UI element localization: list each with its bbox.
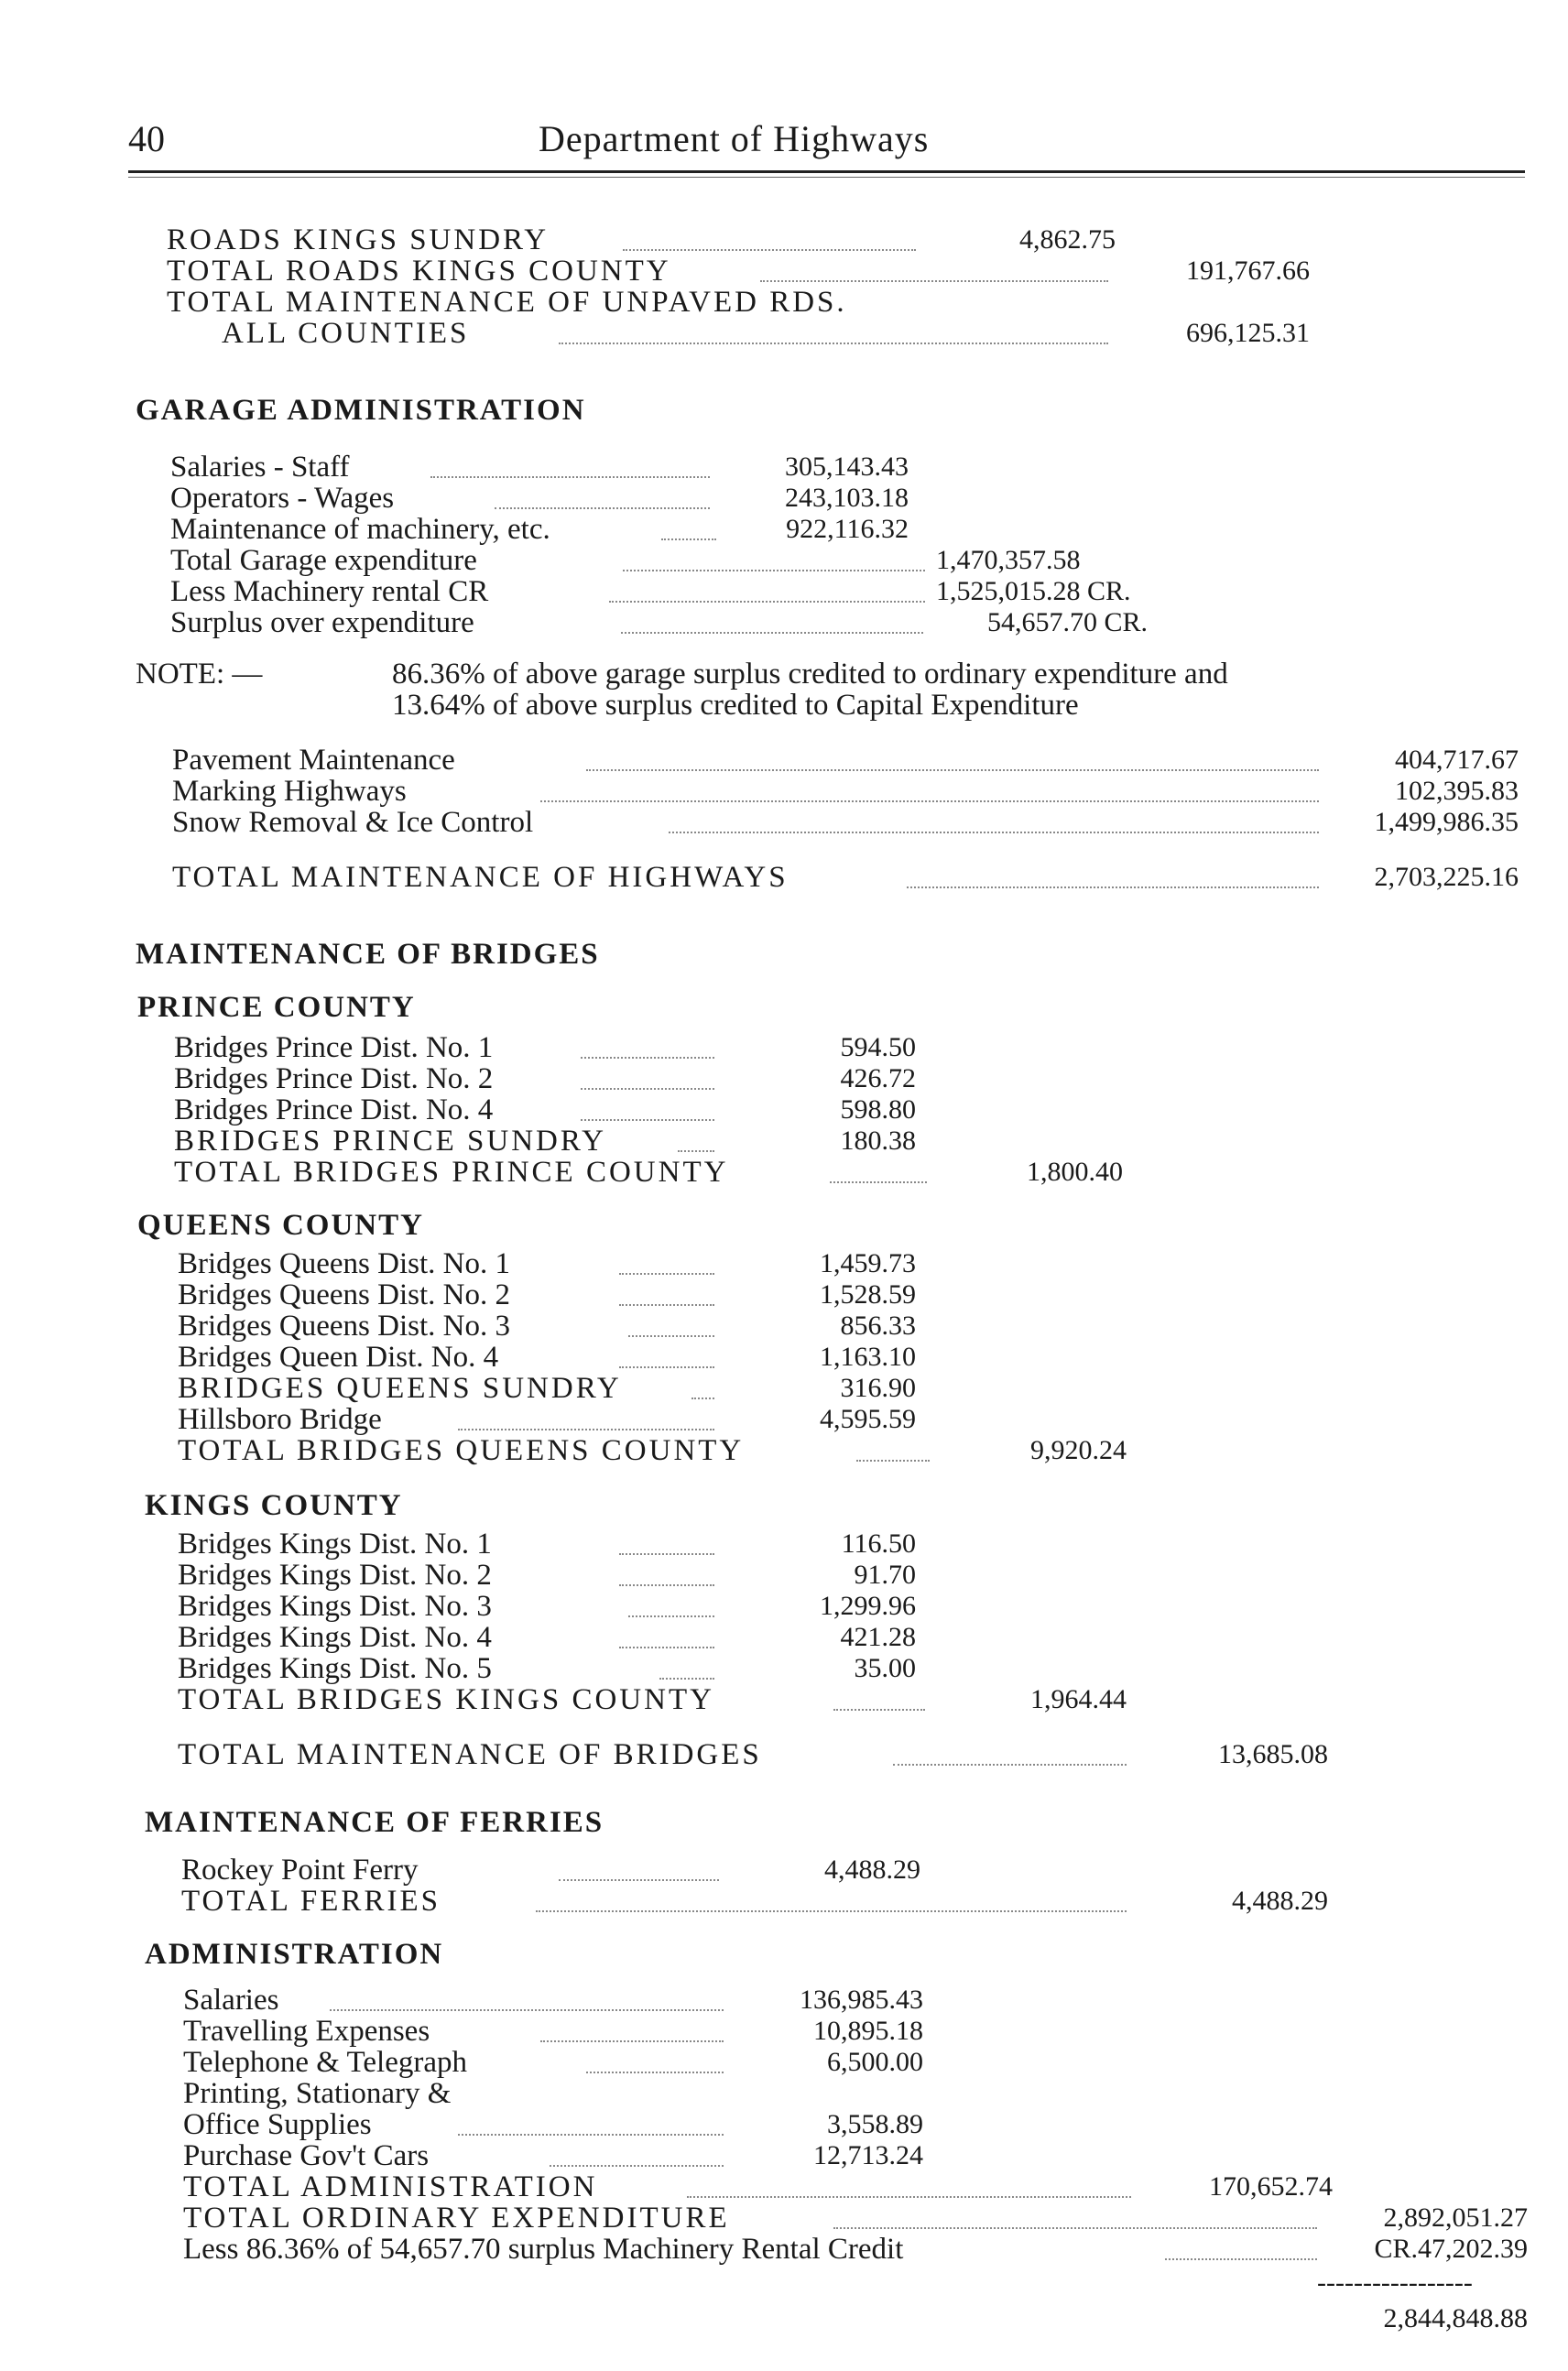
leader: [856, 1460, 930, 1462]
snow-value: 1,499,986.35: [1374, 807, 1519, 837]
admin-cars-label: Purchase Gov't Cars: [183, 2139, 430, 2172]
note-line-1: 86.36% of above garage surplus credited to ordinary expenditure and: [392, 658, 1228, 691]
prince-d2-label: Bridges Prince Dist. No. 2: [174, 1062, 494, 1095]
prince-d1-value: 594.50: [840, 1032, 916, 1062]
leader: [659, 1678, 714, 1680]
admin-telephone-value: 6,500.00: [827, 2047, 923, 2077]
leader: [833, 2227, 1317, 2229]
prince-sundry-value: 180.38: [840, 1126, 916, 1156]
prince-total-label: TOTAL BRIDGES PRINCE COUNTY: [174, 1156, 729, 1189]
queens-d2-label: Bridges Queens Dist. No. 2: [178, 1278, 510, 1311]
leader: [581, 1057, 714, 1059]
leader: [1165, 2258, 1317, 2260]
admin-travel-label: Travelling Expenses: [183, 2015, 430, 2048]
garage-salaries-value: 305,143.43: [785, 451, 909, 482]
queens-d2-value: 1,528.59: [820, 1279, 916, 1310]
roads-kings-sundry-label: ROADS KINGS SUNDRY: [167, 223, 550, 256]
admin-travel-value: 10,895.18: [813, 2016, 923, 2046]
garage-maint-value: 922,116.32: [786, 514, 909, 544]
leader: [628, 1335, 714, 1337]
leader: [669, 832, 1319, 833]
kings-d3-value: 1,299.96: [820, 1591, 916, 1621]
admin-cars-value: 12,713.24: [813, 2140, 923, 2170]
prince-d1-label: Bridges Prince Dist. No. 1: [174, 1031, 494, 1064]
queens-sundry-label: BRIDGES QUEENS SUNDRY: [178, 1372, 622, 1405]
prince-sundry-label: BRIDGES PRINCE SUNDRY: [174, 1125, 606, 1158]
kings-total-label: TOTAL BRIDGES KINGS COUNTY: [178, 1683, 714, 1716]
leader: [628, 1615, 714, 1617]
leader: [907, 886, 1319, 888]
garage-operators-label: Operators - Wages: [170, 482, 395, 515]
header-rule: [128, 170, 1525, 173]
garage-heading: GARAGE ADMINISTRATION: [136, 394, 586, 427]
leader: [581, 1119, 714, 1121]
leader: [687, 2196, 1131, 2198]
total-unpaved-value: 696,125.31: [1186, 318, 1310, 348]
leader: [458, 2134, 724, 2136]
leader: [581, 1088, 714, 1090]
garage-operators-value: 243,103.18: [785, 483, 909, 513]
leader: [559, 343, 1108, 344]
leader: [550, 2165, 724, 2167]
kings-heading: KINGS COUNTY: [145, 1489, 403, 1522]
kings-d4-label: Bridges Kings Dist. No. 4: [178, 1621, 492, 1654]
total-ferries-label: TOTAL FERRIES: [181, 1885, 441, 1918]
ferries-heading: MAINTENANCE OF FERRIES: [145, 1806, 604, 1839]
prince-heading: PRINCE COUNTY: [137, 991, 416, 1024]
leader: [623, 249, 916, 251]
pavement-value: 404,717.67: [1395, 745, 1519, 775]
queens-d4-value: 1,163.10: [820, 1342, 916, 1372]
leader: [619, 1273, 714, 1275]
leader: [609, 601, 925, 603]
page-number: 40: [128, 118, 165, 159]
leader: [661, 538, 716, 540]
kings-d2-label: Bridges Kings Dist. No. 2: [178, 1559, 492, 1592]
rockey-ferry-label: Rockey Point Ferry: [181, 1854, 419, 1887]
leader: [619, 1553, 714, 1555]
total-highways-value: 2,703,225.16: [1374, 862, 1519, 892]
rockey-ferry-value: 4,488.29: [824, 1854, 920, 1885]
note-label: NOTE: —: [136, 658, 263, 691]
leader: [623, 570, 925, 571]
leader: [760, 280, 1108, 282]
leader: [833, 1709, 925, 1711]
note-line-2: 13.64% of above surplus credited to Capital Expenditure: [392, 689, 1079, 722]
leader: [536, 1910, 1127, 1912]
prince-d4-value: 598.80: [840, 1094, 916, 1125]
roads-kings-sundry-value: 4,862.75: [1019, 224, 1116, 255]
leader: [430, 476, 710, 478]
queens-d3-label: Bridges Queens Dist. No. 3: [178, 1310, 510, 1343]
kings-d5-value: 35.00: [854, 1653, 916, 1683]
leader: [458, 1429, 714, 1430]
kings-d1-label: Bridges Kings Dist. No. 1: [178, 1528, 492, 1561]
admin-printing-value: 3,558.89: [827, 2109, 923, 2139]
leader: [678, 1150, 714, 1152]
leader: [893, 1764, 1127, 1766]
garage-salaries-label: Salaries - Staff: [170, 451, 350, 484]
snow-label: Snow Removal & Ice Control: [172, 806, 534, 839]
total-ordinary-value: 2,892,051.27: [1383, 2202, 1528, 2233]
net-total-value: 2,844,848.88: [1383, 2303, 1528, 2333]
admin-salaries-label: Salaries: [183, 1984, 279, 2017]
total-unpaved-label-2: ALL COUNTIES: [222, 317, 470, 350]
bridges-heading: MAINTENANCE OF BRIDGES: [136, 938, 600, 971]
garage-surplus-label: Surplus over expenditure: [170, 606, 474, 639]
leader: [586, 2072, 724, 2073]
prince-d4-label: Bridges Prince Dist. No. 4: [174, 1093, 494, 1126]
queens-heading: QUEENS COUNTY: [137, 1209, 424, 1242]
queens-total-label: TOTAL BRIDGES QUEENS COUNTY: [178, 1434, 745, 1467]
total-ordinary-label: TOTAL ORDINARY EXPENDITURE: [183, 2202, 730, 2235]
administration-heading: ADMINISTRATION: [145, 1938, 444, 1971]
kings-d1-value: 116.50: [841, 1528, 916, 1559]
total-bridges-value: 13,685.08: [1218, 1739, 1328, 1769]
garage-maint-label: Maintenance of machinery, etc.: [170, 513, 550, 546]
leader: [830, 1181, 927, 1183]
garage-less-value: 1,525,015.28 CR.: [936, 576, 1131, 606]
less-surplus-label: Less 86.36% of 54,657.70 surplus Machinery Rental Credit: [183, 2233, 904, 2266]
prince-d2-value: 426.72: [840, 1063, 916, 1093]
leader: [540, 800, 1319, 802]
kings-total-value: 1,964.44: [1030, 1684, 1127, 1714]
queens-total-value: 9,920.24: [1030, 1435, 1127, 1465]
total-unpaved-label-1: TOTAL MAINTENANCE OF UNPAVED RDS.: [167, 286, 847, 319]
leader: [559, 1879, 719, 1881]
admin-printing-label-2: Office Supplies: [183, 2108, 372, 2141]
total-rule: -----------------: [1317, 2268, 1473, 2298]
leader: [540, 2040, 724, 2042]
leader: [586, 769, 1319, 771]
garage-total-value: 1,470,357.58: [936, 545, 1081, 575]
queens-d1-value: 1,459.73: [820, 1248, 916, 1278]
total-admin-label: TOTAL ADMINISTRATION: [183, 2170, 598, 2203]
hillsboro-label: Hillsboro Bridge: [178, 1403, 382, 1436]
total-bridges-label: TOTAL MAINTENANCE OF BRIDGES: [178, 1738, 762, 1771]
page-title: Department of Highways: [539, 118, 930, 159]
total-ferries-value: 4,488.29: [1232, 1886, 1328, 1916]
less-surplus-value: CR.47,202.39: [1374, 2234, 1528, 2264]
admin-salaries-value: 136,985.43: [800, 1985, 923, 2015]
leader: [619, 1366, 714, 1368]
queens-d3-value: 856.33: [840, 1311, 916, 1341]
queens-sundry-value: 316.90: [840, 1373, 916, 1403]
admin-telephone-label: Telephone & Telegraph: [183, 2046, 467, 2079]
marking-label: Marking Highways: [172, 775, 407, 808]
queens-d1-label: Bridges Queens Dist. No. 1: [178, 1247, 510, 1280]
marking-value: 102,395.83: [1395, 776, 1519, 806]
leader: [330, 2009, 724, 2011]
hillsboro-value: 4,595.59: [820, 1404, 916, 1434]
kings-d3-label: Bridges Kings Dist. No. 3: [178, 1590, 492, 1623]
garage-surplus-value: 54,657.70 CR.: [987, 607, 1149, 637]
total-admin-value: 170,652.74: [1209, 2171, 1333, 2202]
leader: [619, 1584, 714, 1586]
kings-d4-value: 421.28: [840, 1622, 916, 1652]
leader: [621, 632, 923, 634]
queens-d4-label: Bridges Queen Dist. No. 4: [178, 1341, 499, 1374]
header-rule-thin: [128, 177, 1525, 178]
garage-less-label: Less Machinery rental CR: [170, 575, 489, 608]
kings-d2-value: 91.70: [854, 1560, 916, 1590]
total-roads-kings-label: TOTAL ROADS KINGS COUNTY: [167, 255, 671, 288]
prince-total-value: 1,800.40: [1027, 1157, 1123, 1187]
leader: [495, 507, 710, 509]
garage-total-label: Total Garage expenditure: [170, 544, 477, 577]
admin-printing-label-1: Printing, Stationary &: [183, 2077, 452, 2110]
kings-d5-label: Bridges Kings Dist. No. 5: [178, 1652, 492, 1685]
leader: [619, 1647, 714, 1648]
leader: [619, 1304, 714, 1306]
total-roads-kings-value: 191,767.66: [1186, 256, 1310, 286]
leader: [691, 1398, 714, 1399]
total-highways-label: TOTAL MAINTENANCE OF HIGHWAYS: [172, 861, 789, 894]
pavement-label: Pavement Maintenance: [172, 744, 455, 777]
